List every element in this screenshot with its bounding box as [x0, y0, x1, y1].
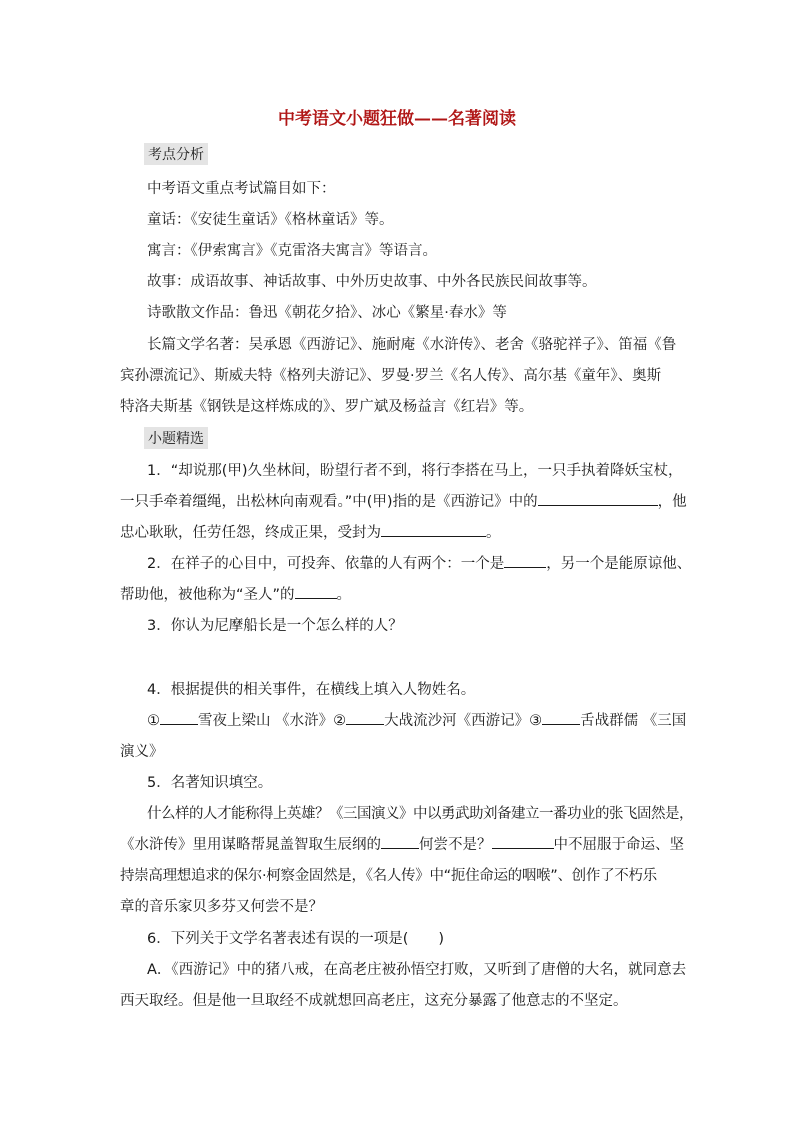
q3-line: 3．你认为尼摩船长是一个怎么样的人？	[147, 618, 403, 634]
q4-item-3: 舌战群儒 《三国	[580, 713, 687, 729]
q1-line-2-text: 一只手牵着缰绳，出松林向南观看。”中(甲)指的是《西游记》中的	[120, 494, 538, 510]
answer-blank[interactable]	[381, 834, 419, 849]
q4-line-2	[147, 709, 686, 730]
q2-line-2-end: 。	[336, 587, 352, 603]
q1-line-3-end: 。	[486, 525, 501, 541]
q5-para-line-2-a: 《水浒传》里用谋略帮晁盖智取生辰纲的	[120, 837, 381, 853]
answer-blank[interactable]	[538, 491, 658, 506]
q5-para-line-2-b: 何尝不是？	[419, 837, 492, 853]
q1-line-1: 1．“却说那(甲)久坐林间，盼望行者不到，将行李搭在马上，一只手执着降妖宝杖，	[147, 463, 683, 479]
intro-line: 中考语文重点考试篇目如下：	[147, 181, 336, 197]
q4-item-2: 大战流沙河《西游记》③	[384, 713, 543, 729]
q5-para-line-2	[120, 833, 684, 854]
q1-line-2-end: ，他	[657, 494, 687, 510]
poetry-line: 诗歌散文作品：鲁迅《朝花夕拾》、冰心《繁星·春水》等	[147, 305, 507, 321]
answer-blank[interactable]	[160, 710, 198, 725]
q2-line-2	[120, 583, 351, 604]
q2-line-2-text: 帮助他，被他称为“圣人”的	[120, 587, 295, 603]
answer-blank[interactable]	[542, 710, 580, 725]
fables-line: 寓言：《伊索寓言》《克雷洛夫寓言》等语言。	[147, 243, 437, 259]
novels-line-3: 特洛夫斯基《钢铁是这样炼成的》、罗广斌及杨益言《红岩》等。	[120, 399, 534, 415]
q2-line-1-end: ，另一个是能原谅他、	[546, 556, 692, 572]
q1-line-3-text: 忠心耿耿，任劳任怨，终成正果，受封为	[120, 525, 381, 541]
answer-blank[interactable]	[492, 834, 554, 849]
q5-para-line-3: 持崇高理想追求的保尔·柯察金固然是，《名人传》中“扼住命运的咽喉”、创作了不朽乐	[120, 868, 657, 884]
q2-line-1	[147, 552, 691, 573]
fairy-tales-line: 童话：《安徒生童话》《格林童话》等。	[147, 212, 394, 228]
page-title: 中考语文小题狂做——名著阅读	[278, 109, 516, 129]
answer-blank[interactable]	[504, 553, 546, 568]
novels-line-2: 宾孙漂流记》、斯威夫特《格列夫游记》、罗曼·罗兰《名人传》、高尔基《童年》、奥斯	[120, 368, 662, 384]
answer-blank[interactable]	[295, 584, 337, 599]
q4-line-3: 演义》	[120, 744, 164, 760]
q2-line-1-text: 2．在祥子的心目中，可投奔、依靠的人有两个：一个是	[147, 556, 505, 572]
q5-para-line-1: 什么样的人才能称得上英雄？《三国演义》中以勇武助刘备建立一番功业的张飞固然是，	[147, 806, 693, 822]
stories-line: 故事：成语故事、神话故事、中外历史故事、中外各民族民间故事等。	[147, 274, 597, 290]
q4-item-1: 雪夜上梁山 《水浒》②	[198, 713, 347, 729]
q5-title: 5．名著知识填空。	[147, 775, 273, 791]
section-label-analysis: 考点分析	[144, 143, 208, 165]
q4-circle-1: ①	[147, 713, 160, 729]
q6-stem	[147, 927, 444, 948]
q1-line-3	[120, 521, 501, 542]
q5-para-line-2-c: 中不屈服于命运、坚	[553, 837, 684, 853]
novels-line-1: 长篇文学名著：吴承恩《西游记》、施耐庵《水浒传》、老舍《骆驼祥子》、笛福《鲁	[147, 337, 677, 353]
answer-blank[interactable]	[346, 710, 384, 725]
answer-blank[interactable]	[381, 522, 486, 537]
q4-line-1: 4．根据提供的相关事件，在横线上填入人物姓名。	[147, 682, 476, 698]
q6-option-a-line-1: A．《西游记》中的猪八戒，在高老庄被孙悟空打败，又听到了唐僧的大名，就同意去	[147, 962, 687, 978]
q6-option-a-line-2: 西天取经。但是他一旦取经不成就想回高老庄，这充分暴露了他意志的不坚定。	[120, 993, 628, 1009]
section-label-selected: 小题精选	[144, 427, 208, 449]
q6-stem-end: )	[438, 931, 445, 947]
q5-para-line-4: 章的音乐家贝多芬又何尝不是？	[120, 899, 323, 915]
q1-line-2	[120, 490, 687, 511]
q6-stem-text: 6．下列关于文学名著表述有误的一项是(	[147, 931, 409, 947]
